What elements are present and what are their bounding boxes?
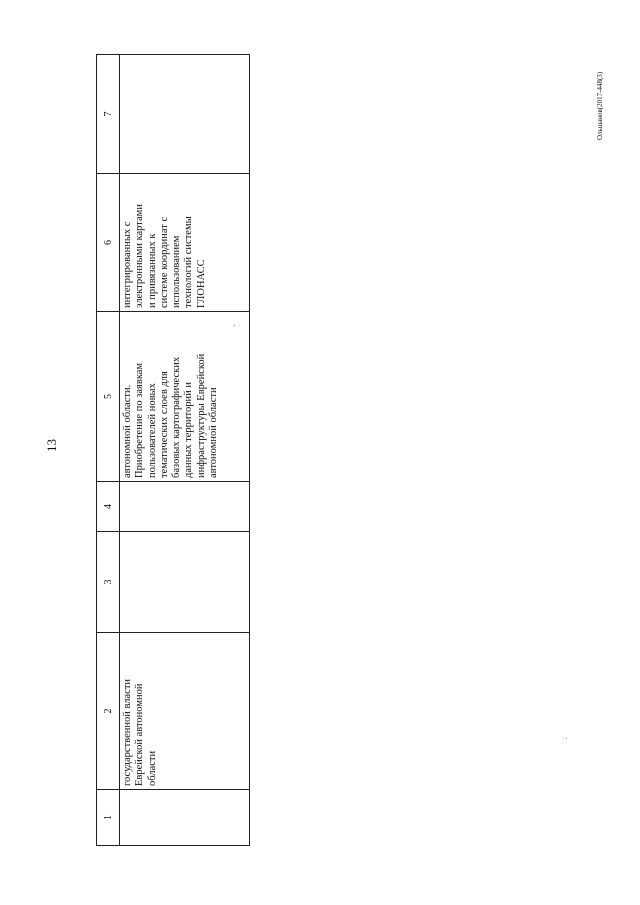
table-cell [120,482,250,532]
table-cell [120,532,250,633]
column-header: 3 [97,532,120,633]
document-code: Ольшанов(2017-448(3) [596,71,604,140]
scan-speck [566,738,567,739]
table-cell [120,790,250,846]
column-header: 4 [97,482,120,532]
table-cell: интегрированных с электронными картами и привязанных к системе координат с использованием технологий системы ГЛОНАСС [120,174,250,312]
column-header: 1 [97,790,120,846]
table-cell: государственной власти Еврейской автономной области [120,633,250,790]
table-cell: автономной области. Приобретение по заявкам пользователей новых тематических слоев для базовых картографических данных территорий и инфраструктуры Еврейской автономной области [120,312,250,482]
column-header: 6 [97,174,120,312]
column-header: 5 [97,312,120,482]
table-header-row [97,55,120,846]
data-table [96,54,250,846]
page-number: 13 [44,439,59,452]
rotated-table-container [96,55,250,846]
column-header: 2 [97,633,120,790]
table-cell [120,55,250,174]
table-row [120,55,250,846]
column-header: 7 [97,55,120,174]
